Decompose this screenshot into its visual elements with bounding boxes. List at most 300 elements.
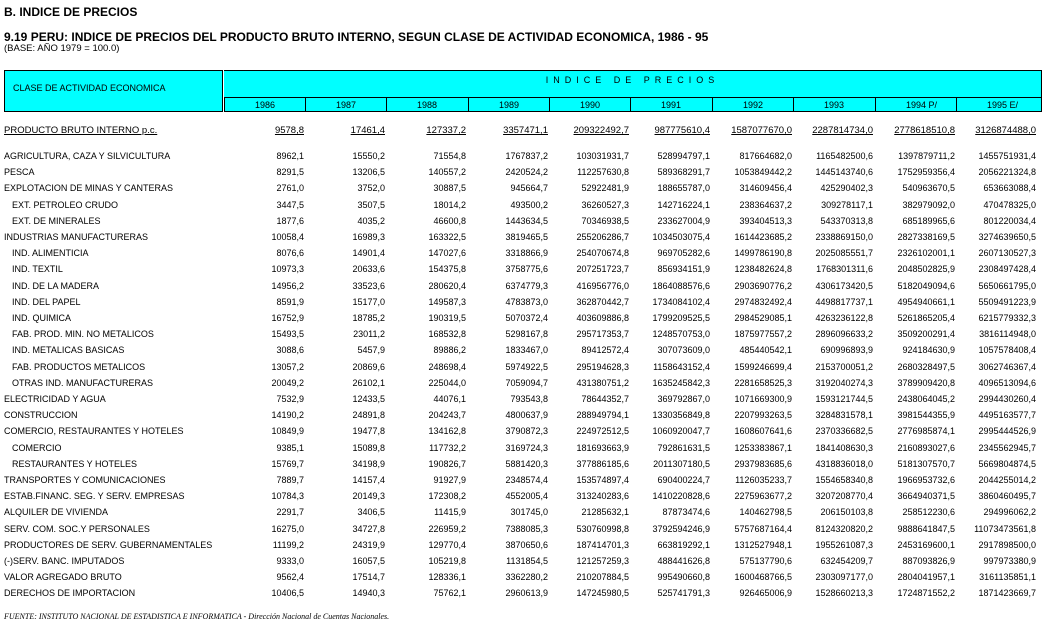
cell-value: 1614423685,2 (734, 232, 792, 242)
cell-value: 1443634,5 (505, 215, 548, 226)
cell-value: 258512230,6 (902, 507, 955, 518)
cell-value: 15769,7 (271, 458, 304, 469)
cell-value: 2275963677,2 (734, 491, 792, 502)
cell-value: 19477,8 (352, 426, 385, 437)
year-header-2: 1988 (387, 97, 469, 112)
cell-value: 14190,2 (271, 410, 304, 421)
cell-value: 18785,2 (352, 313, 385, 323)
cell-value: 4318836018,0 (815, 458, 873, 469)
cell-value: 2937983685,6 (734, 458, 792, 469)
cell-value: 793543,8 (510, 394, 548, 404)
cell-value: 589368291,7 (657, 167, 710, 178)
cell-value: 1053849442,2 (734, 167, 792, 178)
table-title: 9.19 PERU: INDICE DE PRECIOS DEL PRODUCTO BRUTO INTERNO, SEGUN CLASE DE ACTIVIDAD ECONOMICA, 1986 - 95 (4, 30, 709, 44)
cell-value: 3362280,2 (505, 572, 548, 583)
cell-value: 280620,4 (428, 280, 466, 291)
cell-value: 1554658340,8 (815, 475, 873, 485)
cell-value: 817664682,0 (739, 151, 792, 161)
cell-value: 7889,7 (276, 475, 304, 485)
row-label: RESTAURANTES Y HOTELES (12, 458, 138, 469)
cell-value: 690400224,7 (657, 475, 710, 485)
cell-value: 8291,5 (276, 167, 304, 178)
cell-value: 154375,8 (428, 264, 466, 275)
cell-value: 1165482500,6 (816, 151, 873, 161)
cell-value: 485440542,1 (739, 345, 792, 356)
table-row (0, 124, 1044, 138)
cell-value: 5457,9 (357, 345, 385, 356)
cell-value: 1057578408,4 (978, 345, 1036, 356)
table-row (0, 554, 1044, 568)
row-label: IND. DE LA MADERA (12, 280, 100, 291)
year-header-0: 1986 (224, 97, 306, 112)
cell-value: 425290402,3 (820, 183, 873, 194)
cell-value: 3169724,3 (505, 442, 548, 453)
cell-value: 5070372,4 (505, 313, 548, 323)
cell-value: 2804041957,1 (897, 572, 955, 583)
cell-value: 190826,7 (428, 458, 466, 469)
cell-value: 210207884,5 (576, 572, 629, 583)
cell-value: 801220034,4 (983, 215, 1036, 226)
table-row (0, 262, 1044, 276)
cell-value: 3664940371,5 (897, 491, 955, 502)
cell-value: 4263236122,8 (815, 313, 873, 323)
cell-value: 16752,9 (271, 313, 304, 323)
cell-value: 3870650,6 (505, 539, 548, 550)
cell-value: 46600,8 (433, 215, 466, 226)
cell-value: 147027,6 (428, 248, 466, 259)
row-label: COMERCIO, RESTAURANTES Y HOTELES (4, 426, 184, 437)
row-label: FAB. PROD. MIN. NO METALICOS (12, 329, 154, 340)
cell-value: 149587,3 (428, 296, 466, 307)
row-label: EXPLOTACION DE MINAS Y CANTERAS (4, 183, 174, 194)
cell-value: 89886,2 (433, 345, 466, 356)
cell-value: 24319,9 (352, 539, 385, 550)
cell-value: 103031931,7 (576, 151, 629, 161)
cell-value: 1445143740,6 (815, 167, 873, 178)
cell-value: 181693663,9 (576, 442, 629, 453)
cell-value: 3790872,3 (505, 426, 548, 437)
row-label: EXT. DE MINERALES (12, 215, 101, 226)
row-label: ELECTRICIDAD Y AGUA (4, 394, 106, 404)
cell-value: 926465006,9 (739, 588, 792, 599)
cell-value: 5182049094,6 (897, 280, 955, 291)
row-label: SERV. COM. SOC.Y PERSONALES (4, 523, 150, 534)
table-row (0, 489, 1044, 503)
cell-value: 34198,9 (352, 458, 385, 469)
cell-value: 2281658525,3 (734, 377, 792, 388)
cell-value: 690996893,9 (820, 345, 873, 356)
cell-value: 3284831578,1 (815, 410, 873, 421)
year-header-8: 1994 P/ (876, 97, 957, 112)
cell-value: 14901,4 (352, 248, 385, 259)
cell-value: 1875977557,2 (734, 329, 792, 340)
cell-value: 1966953732,6 (897, 475, 955, 485)
cell-value: 16057,5 (352, 556, 385, 566)
table-row (0, 538, 1044, 552)
cell-value: 153574897,4 (576, 475, 629, 485)
cell-value: 2438064045,2 (897, 394, 955, 404)
cell-value: 255206286,7 (576, 232, 629, 242)
row-label: PRODUCTORES DE SERV. GUBERNAMENTALES (4, 539, 213, 550)
cell-value: 382979092,0 (902, 199, 955, 210)
cell-value: 632454209,7 (820, 556, 873, 566)
cell-value: 2680328497,5 (897, 361, 955, 372)
cell-value: 2160893027,6 (897, 442, 955, 453)
cell-value: 9333,0 (276, 556, 304, 566)
cell-value: 9562,4 (276, 572, 304, 583)
cell-value: 30887,5 (433, 183, 466, 194)
row-label: FAB. PRODUCTOS METALICOS (12, 361, 146, 372)
row-label: ESTAB.FINANC. SEG. Y SERV. EMPRESAS (4, 491, 185, 502)
cell-value: 4035,2 (357, 215, 385, 226)
cell-value: 147245980,5 (576, 588, 629, 599)
cell-value: 17514,7 (352, 572, 385, 583)
cell-value: 9385,1 (276, 442, 304, 453)
cell-value: 1253383867,1 (734, 442, 792, 453)
cell-value: 543370313,8 (820, 215, 873, 226)
cell-value: 995490660,8 (657, 572, 710, 583)
cell-value: 2207993263,5 (734, 410, 792, 421)
cell-value: 488441626,8 (657, 556, 710, 566)
cell-value: 1528660213,3 (815, 588, 873, 599)
cell-value: 924184630,9 (902, 345, 955, 356)
year-header-3: 1989 (469, 97, 550, 112)
cell-value: 2974832492,4 (734, 296, 792, 307)
cell-value: 313240283,6 (576, 491, 629, 502)
cell-value: 2287814734,0 (812, 125, 873, 136)
table-row (0, 570, 1044, 584)
cell-value: 8076,6 (276, 248, 304, 259)
year-header-6: 1992 (713, 97, 794, 112)
cell-value: 1131854,5 (506, 556, 548, 566)
cell-value: 1587077670,0 (731, 125, 792, 136)
cell-value: 128336,1 (428, 572, 466, 583)
cell-value: 575137790,6 (739, 556, 792, 566)
cell-value: 13206,5 (352, 167, 385, 178)
cell-value: 3318866,9 (505, 248, 548, 259)
cell-value: 301745,0 (510, 507, 548, 518)
table-row (0, 311, 1044, 325)
cell-value: 142716224,1 (657, 199, 710, 210)
cell-value: 5650661795,0 (978, 280, 1036, 291)
cell-value: 1600468766,5 (734, 572, 792, 583)
table-row (0, 473, 1044, 487)
cell-value: 75762,1 (433, 588, 466, 599)
footnote: FUENTE: INSTITUTO NACIONAL DE ESTADISTICA E INFORMATICA - Dirección Nacional de Cuentas Nacionales. (4, 612, 390, 621)
cell-value: 653663088,4 (983, 183, 1036, 194)
cell-value: 7059094,7 (505, 377, 548, 388)
cell-value: 2345562945,7 (978, 442, 1036, 453)
cell-value: 1248570753,0 (652, 329, 710, 340)
cell-value: 3981544355,9 (897, 410, 955, 421)
cell-value: 15177,0 (352, 296, 385, 307)
cell-value: 369792867,0 (657, 394, 710, 404)
cell-value: 3447,5 (276, 199, 304, 210)
cell-value: 168532,8 (428, 329, 466, 340)
cell-value: 2291,7 (276, 507, 304, 518)
cell-value: 528994797,1 (657, 151, 710, 161)
cell-value: 10784,3 (271, 491, 304, 502)
cell-value: 685189965,6 (902, 215, 955, 226)
price-index-group-header: INDICE DE PRECIOS (224, 70, 1042, 98)
table-row (0, 343, 1044, 357)
cell-value: 26102,1 (352, 377, 385, 388)
cell-value: 20869,6 (352, 361, 385, 372)
cell-value: 997973380,9 (983, 556, 1036, 566)
cell-value: 377886185,6 (576, 458, 629, 469)
cell-value: 2960613,9 (505, 588, 548, 599)
cell-value: 314609456,4 (739, 183, 792, 194)
cell-value: 1312527948,1 (734, 539, 792, 550)
cell-value: 1158643152,4 (653, 361, 710, 372)
cell-value: 1330356849,8 (652, 410, 710, 421)
cell-value: 2326102001,1 (897, 248, 955, 259)
cell-value: 1455751931,4 (978, 151, 1036, 161)
cell-value: 112257630,8 (577, 167, 629, 178)
cell-value: 248698,4 (428, 361, 466, 372)
cell-value: 44076,1 (433, 394, 466, 404)
cell-value: 393404513,3 (739, 215, 792, 226)
row-label: (-)SERV. BANC. IMPUTADOS (4, 556, 125, 566)
cell-value: 78644352,7 (581, 394, 629, 404)
cell-value: 1397879711,2 (898, 151, 955, 161)
cell-value: 2453169600,1 (897, 539, 955, 550)
cell-value: 13057,2 (271, 361, 304, 372)
year-header-9: 1995 E/ (957, 97, 1042, 112)
cell-value: 140557,2 (428, 167, 466, 178)
row-label: IND. DEL PAPEL (12, 296, 81, 307)
cell-value: 2056221324,8 (978, 167, 1036, 178)
table-row (0, 586, 1044, 600)
cell-value: 403609886,8 (576, 313, 629, 323)
cell-value: 2776985874,1 (897, 426, 955, 437)
table-row (0, 198, 1044, 212)
year-header-4: 1990 (550, 97, 631, 112)
cell-value: 1864088576,6 (652, 280, 710, 291)
table-row (0, 214, 1044, 228)
cell-value: 2153700051,2 (815, 361, 873, 372)
table-row (0, 165, 1044, 179)
cell-value: 2607130527,3 (978, 248, 1036, 259)
cell-value: 206150103,8 (820, 507, 873, 518)
row-label: IND. QUIMICA (12, 313, 72, 323)
table-row (0, 522, 1044, 536)
cell-value: 3274639650,5 (978, 232, 1036, 242)
row-label: DERECHOS DE IMPORTACION (4, 588, 136, 599)
cell-value: 2917898500,0 (978, 539, 1036, 550)
cell-value: 163322,5 (428, 232, 466, 242)
cell-value: 362870442,7 (576, 296, 629, 307)
cell-value: 8124320820,2 (815, 523, 873, 534)
row-label: INDUSTRIAS MANUFACTURERAS (4, 232, 149, 242)
cell-value: 121257259,3 (576, 556, 629, 566)
year-header-row (224, 97, 1042, 112)
cell-value: 4552005,4 (505, 491, 548, 502)
cell-value: 2994430260,4 (978, 394, 1036, 404)
cell-value: 91927,9 (433, 475, 466, 485)
cell-value: 14956,2 (271, 280, 304, 291)
cell-value: 1724871552,2 (897, 588, 955, 599)
cell-value: 2025085551,7 (815, 248, 873, 259)
cell-value: 18014,2 (433, 199, 466, 210)
cell-value: 187414701,3 (576, 539, 629, 550)
cell-value: 1799209525,5 (652, 313, 710, 323)
cell-value: 470478325,0 (983, 199, 1036, 210)
cell-value: 4800637,9 (505, 410, 548, 421)
cell-value: 7388085,3 (505, 523, 548, 534)
cell-value: 1767837,2 (505, 151, 548, 161)
cell-value: 1126035233,7 (735, 475, 792, 485)
cell-value: 209322492,7 (573, 125, 629, 136)
cell-value: 1071669300,9 (734, 394, 792, 404)
row-label: CONSTRUCCION (4, 410, 78, 421)
cell-value: 5261865205,4 (897, 313, 955, 323)
cell-value: 70346938,5 (581, 215, 629, 226)
cell-value: 307073609,0 (657, 345, 710, 356)
cell-value: 9888641847,5 (897, 523, 955, 534)
cell-value: 4498817737,1 (815, 296, 873, 307)
cell-value: 4306173420,5 (815, 280, 873, 291)
cell-value: 9578,8 (274, 125, 304, 136)
cell-value: 89412572,4 (581, 345, 629, 356)
row-label: AGRICULTURA, CAZA Y SILVICULTURA (4, 151, 171, 161)
cell-value: 20149,3 (352, 491, 385, 502)
cell-value: 663819292,1 (657, 539, 710, 550)
cell-value: 172308,2 (428, 491, 466, 502)
cell-value: 14157,4 (352, 475, 385, 485)
cell-value: 2984529085,1 (734, 313, 792, 323)
cell-value: 1410220828,6 (652, 491, 710, 502)
cell-value: 2044255014,2 (978, 475, 1036, 485)
cell-value: 11073473561,8 (974, 523, 1036, 534)
cell-value: 16275,0 (271, 523, 304, 534)
table-row (0, 230, 1044, 244)
table-row (0, 181, 1044, 195)
cell-value: 3357471,1 (503, 125, 548, 136)
cell-value: 3789909420,8 (897, 377, 955, 388)
cell-value: 16989,3 (352, 232, 385, 242)
cell-value: 792861631,5 (657, 442, 710, 453)
table-row (0, 295, 1044, 309)
cell-value: 2338869150,0 (815, 232, 873, 242)
cell-value: 10849,9 (271, 426, 304, 437)
cell-value: 1734084102,4 (652, 296, 710, 307)
cell-value: 20049,2 (271, 377, 304, 388)
cell-value: 2303097177,0 (815, 572, 873, 583)
cell-value: 294996062,2 (983, 507, 1036, 518)
cell-value: 3752,0 (357, 183, 385, 194)
cell-value: 6215779332,3 (978, 313, 1036, 323)
cell-value: 1841408630,3 (815, 442, 873, 453)
cell-value: 20633,6 (352, 264, 385, 275)
cell-value: 129770,4 (428, 539, 466, 550)
cell-value: 2011307180,5 (653, 458, 710, 469)
cell-value: 8962,1 (276, 151, 304, 161)
cell-value: 5509491223,9 (978, 296, 1036, 307)
cell-value: 10973,3 (271, 264, 304, 275)
activity-column-header: CLASE DE ACTIVIDAD ECONOMICA (4, 70, 223, 112)
table-row (0, 441, 1044, 455)
cell-value: 33523,6 (352, 280, 385, 291)
cell-value: 117732,2 (429, 442, 466, 453)
cell-value: 295717353,7 (576, 329, 629, 340)
cell-value: 3126874488,0 (975, 125, 1036, 136)
cell-value: 12433,5 (352, 394, 385, 404)
cell-value: 3507,5 (357, 199, 385, 210)
cell-value: 2896096633,2 (815, 329, 873, 340)
cell-value: 11415,9 (434, 507, 466, 518)
cell-value: 105219,8 (428, 556, 466, 566)
cell-value: 525741791,3 (657, 588, 710, 599)
cell-value: 1238482624,8 (734, 264, 792, 275)
table-row (0, 149, 1044, 163)
cell-value: 295194628,3 (576, 361, 629, 372)
cell-value: 23011,2 (353, 329, 385, 340)
cell-value: 24891,8 (352, 410, 385, 421)
cell-value: 15550,2 (352, 151, 385, 161)
row-label: IND. METALICAS BASICAS (12, 345, 125, 356)
cell-value: 493500,2 (510, 199, 548, 210)
cell-value: 2048502825,9 (897, 264, 955, 275)
cell-value: 15089,8 (352, 442, 385, 453)
table-row (0, 392, 1044, 406)
cell-value: 3792594246,9 (652, 523, 710, 534)
cell-value: 3207208770,4 (815, 491, 873, 502)
cell-value: 36260527,3 (581, 199, 629, 210)
cell-value: 134162,8 (428, 426, 466, 437)
cell-value: 127337,2 (426, 125, 466, 136)
cell-value: 1635245842,3 (652, 377, 710, 388)
cell-value: 2370336682,5 (815, 426, 873, 437)
cell-value: 87873474,6 (662, 507, 710, 518)
cell-value: 207251723,7 (576, 264, 629, 275)
cell-value: 1499786190,8 (734, 248, 792, 259)
cell-value: 188655787,0 (657, 183, 710, 194)
cell-value: 2827338169,5 (897, 232, 955, 242)
cell-value: 3062746367,4 (978, 361, 1036, 372)
cell-value: 2778618510,8 (894, 125, 955, 136)
row-label: OTRAS IND. MANUFACTURERAS (12, 377, 154, 388)
cell-value: 530760998,8 (576, 523, 629, 534)
cell-value: 5974922,5 (505, 361, 548, 372)
cell-value: 309278117,1 (821, 199, 873, 210)
cell-value: 34727,8 (352, 523, 385, 534)
cell-value: 254070674,8 (576, 248, 629, 259)
cell-value: 233627004,9 (657, 215, 710, 226)
cell-value: 6374779,3 (505, 280, 548, 291)
cell-value: 1768301311,6 (816, 264, 873, 275)
cell-value: 945664,7 (510, 183, 548, 194)
row-label: IND. TEXTIL (12, 264, 63, 275)
cell-value: 987775610,4 (654, 125, 710, 136)
cell-value: 288949794,1 (576, 410, 629, 421)
cell-value: 5881420,3 (505, 458, 548, 469)
cell-value: 2348574,4 (505, 475, 548, 485)
cell-value: 3088,6 (276, 345, 304, 356)
table-row (0, 505, 1044, 519)
table-row (0, 408, 1044, 422)
cell-value: 431380751,2 (576, 377, 629, 388)
cell-value: 226959,2 (428, 523, 466, 534)
cell-value: 416956776,0 (576, 280, 629, 291)
cell-value: 1871423669,7 (978, 588, 1036, 599)
row-label: EXT. PETROLEO CRUDO (12, 199, 119, 210)
cell-value: 3816114948,0 (979, 329, 1036, 340)
cell-value: 140462798,5 (739, 507, 792, 518)
cell-value: 14940,3 (352, 588, 385, 599)
cell-value: 1877,6 (276, 215, 304, 226)
cell-value: 10406,5 (271, 588, 304, 599)
